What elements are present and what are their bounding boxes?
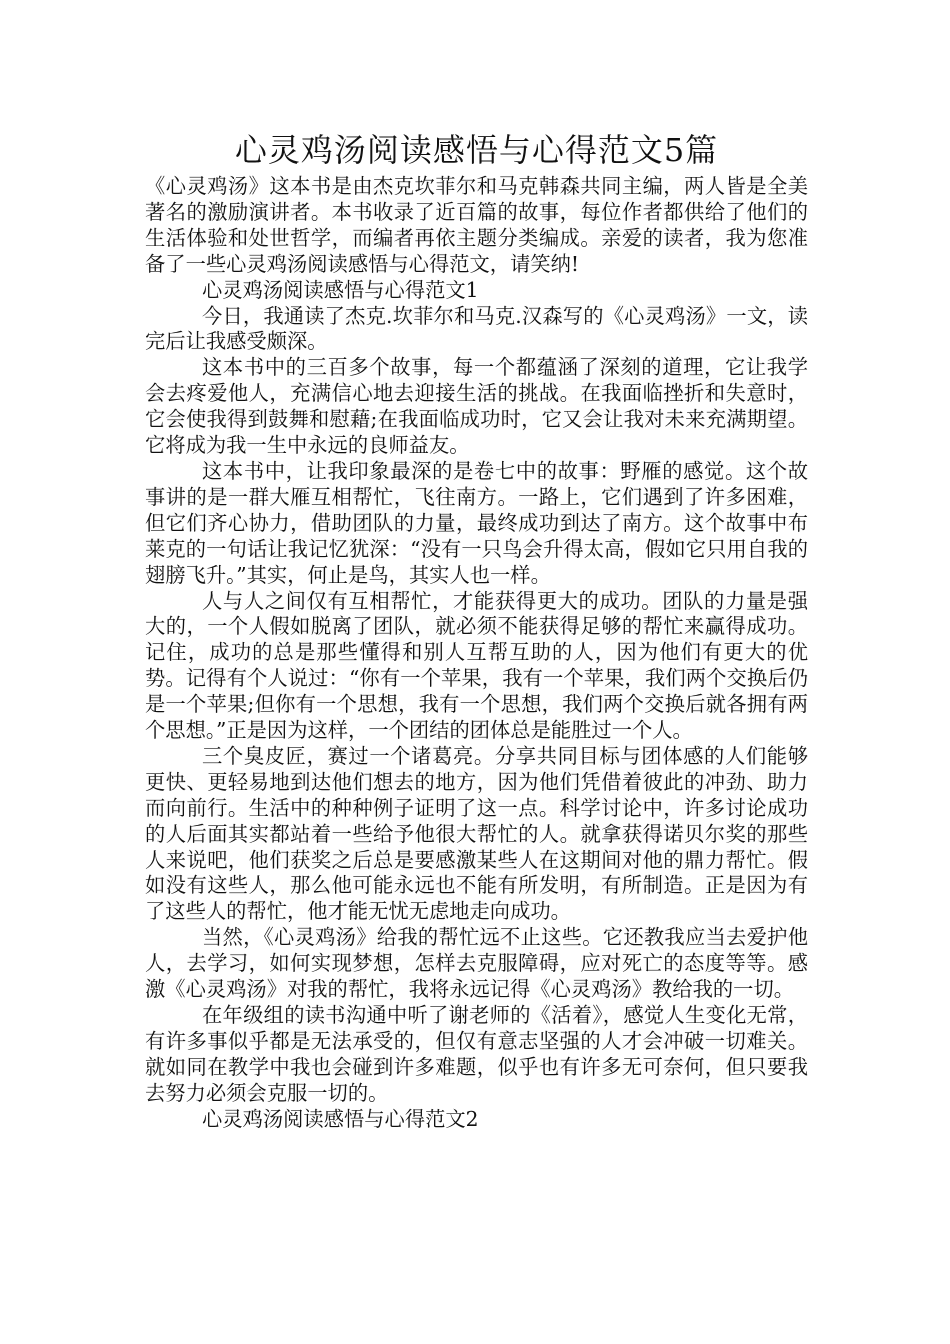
section-heading-1: 心灵鸡汤阅读感悟与心得范文1 (202, 277, 479, 302)
body-paragraph: 今日，我通读了杰克.坎菲尔和马克.汉森写的《心灵鸡汤》一文，读完后让我感受颇深。 (145, 303, 808, 354)
body-paragraph: 这本书中的三百多个故事，每一个都蕴涵了深刻的道理，它让我学会去疼爱他人，充满信心地去迎接生活的挑战。在我面临挫折和失意时，它会使我得到鼓舞和慰藉;在我面临成功时，它又会让我对未来充满期望。它将成为我一生中永远的良师益友。 (145, 355, 808, 458)
section-heading-2: 心灵鸡汤阅读感悟与心得范文2 (202, 1106, 479, 1131)
body-paragraph: 在年级组的读书沟通中听了谢老师的《活着》，感觉人生变化无常，有许多事似乎都是无法承受的，但仅有意志坚强的人才会冲破一切难关。就如同在教学中我也会碰到许多难题，似乎也有许多无可奈何，但只要我去努力必须会克服一切的。 (145, 1003, 808, 1105)
document-title: 心灵鸡汤阅读感悟与心得范文5篇 (234, 131, 719, 169)
document-page (145, 128, 808, 1133)
body-paragraph: 人与人之间仅有互相帮忙，才能获得更大的成功。团队的力量是强大的，一个人假如脱离了团队，就必须不能获得足够的帮忙来赢得成功。记住，成功的总是那些懂得和别人互帮互助的人，因为他们有更大的优势。记得有个人说过：“你有一个苹果，我有一个苹果，我们两个交换后仍是一个苹果;但你有一个思想，我有一个思想，我们两个交换后就各拥有两个思想。”正是因为这样，一个团结的团体总是能胜过一个人。 (145, 588, 808, 743)
intro-paragraph: 《心灵鸡汤》这本书是由杰克坎菲尔和马克韩森共同主编，两人皆是全美著名的激励演讲者。本书收录了近百篇的故事，每位作者都供给了他们的生活体验和处世哲学，而编者再依主题分类编成。亲爱的读者，我为您准备了一些心灵鸡汤阅读感悟与心得范文，请笑纳! (145, 174, 808, 276)
body-paragraph: 当然，《心灵鸡汤》给我的帮忙远不止这些。它还教我应当去爱护他人，去学习，如何实现梦想，怎样去克服障碍，应对死亡的态度等等。感激《心灵鸡汤》对我的帮忙，我将永远记得《心灵鸡汤》教给我的一切。 (145, 925, 808, 1002)
body-paragraph: 这本书中，让我印象最深的是卷七中的故事：野雁的感觉。这个故事讲的是一群大雁互相帮忙，飞往南方。一路上，它们遇到了许多困难，但它们齐心协力，借助团队的力量，最终成功到达了南方。这个故事中布莱克的一句话让我记忆犹深：“没有一只鸟会升得太高，假如它只用自我的翅膀飞升。”其实，何止是鸟，其实人也一样。 (145, 458, 808, 587)
body-paragraph: 三个臭皮匠，赛过一个诸葛亮。分享共同目标与团体感的人们能够更快、更轻易地到达他们想去的地方，因为他们凭借着彼此的冲劲、助力而向前行。生活中的种种例子证明了这一点。科学讨论中，许多讨论成功的人后面其实都站着一些给予他很大帮忙的人。就拿获得诺贝尔奖的那些人来说吧，他们获奖之后总是要感激某些人在这期间对他的鼎力帮忙。假如没有这些人，那么他可能永远也不能有所发明，有所制造。正是因为有了这些人的帮忙，他才能无忧无虑地走向成功。 (145, 743, 808, 924)
